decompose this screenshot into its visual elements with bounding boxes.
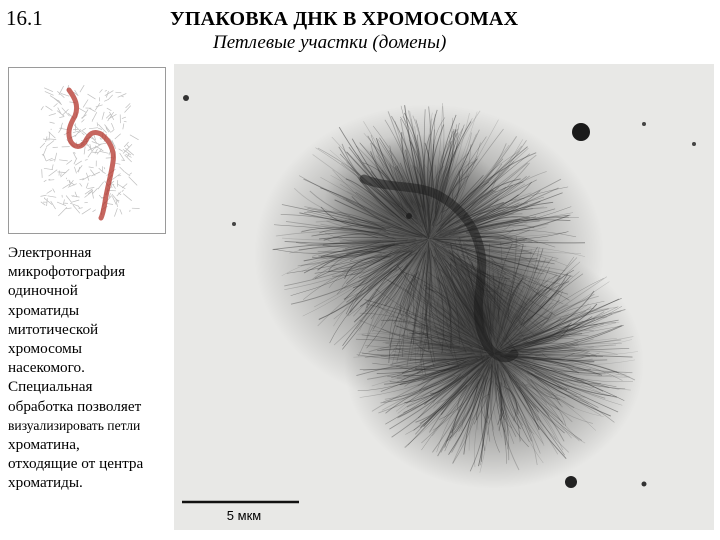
chromosome-model-image <box>9 68 165 233</box>
fibre-segment <box>47 139 56 140</box>
caption-line: Электронная <box>8 244 92 261</box>
fibre-segment <box>105 91 114 96</box>
fibre-segment <box>74 125 80 132</box>
fibre-segment <box>104 100 108 102</box>
chromosome-model-thumbnail <box>8 67 166 234</box>
fibre-segment <box>74 158 77 164</box>
fibre-segment <box>85 192 93 198</box>
fibre-segment <box>52 164 53 169</box>
fibre-segment <box>44 88 53 92</box>
fibre-segment <box>100 89 103 92</box>
fibre-segment <box>116 200 118 207</box>
fibre-segment <box>112 196 116 204</box>
fibre-segment <box>122 184 127 188</box>
fibre-segment <box>89 167 94 168</box>
fibre-segment <box>45 91 54 95</box>
fibre-segment <box>53 189 55 193</box>
fibre-segment <box>100 138 101 140</box>
fibre-segment <box>82 133 85 136</box>
caption-line: митотической <box>8 320 99 338</box>
fibre-segment <box>88 94 96 99</box>
fibre-segment <box>59 160 68 161</box>
fibre-segment <box>81 120 84 123</box>
fibre-segment <box>92 152 98 153</box>
fibre-segment <box>70 203 78 206</box>
fibre-segment <box>44 180 47 182</box>
fibre-segment <box>115 92 121 93</box>
fibre-segment <box>122 96 124 97</box>
fibre-segment <box>114 208 117 216</box>
fibre-segment <box>92 190 94 199</box>
fibre-segment <box>57 111 64 117</box>
fibre-segment <box>54 98 62 105</box>
slide-subtitle: Петлевые участки (домены) <box>213 32 447 53</box>
fibre-segment <box>130 135 139 140</box>
fibre-segment <box>108 95 113 100</box>
figure-caption <box>8 243 178 493</box>
fibre-segment <box>54 103 58 107</box>
fibre-segment <box>107 204 113 205</box>
fibre-segment <box>46 106 53 111</box>
fibre-segment <box>48 196 57 198</box>
fibre-segment <box>93 210 96 212</box>
fibre-segment <box>67 180 68 181</box>
fibre-segment <box>43 147 47 156</box>
fibre-segment <box>58 207 67 216</box>
caption-line: микрофотография <box>8 263 126 281</box>
fibre-segment <box>43 139 48 140</box>
fibre-segment <box>84 147 85 155</box>
chromatid-micrograph-image <box>174 64 714 530</box>
fibre-segment <box>75 161 82 165</box>
caption-line: хроматиды. <box>8 474 83 492</box>
fibre-segment <box>61 173 62 176</box>
fibre-segment <box>46 141 54 147</box>
fibre-segment <box>111 123 113 129</box>
fibre-segment <box>95 149 98 154</box>
fibre-segment <box>82 175 90 180</box>
fibre-segment <box>42 169 43 178</box>
fibre-segment <box>123 124 124 130</box>
slide-title: УПАКОВКА ДНК В ХРОМОСОМАХ <box>170 8 519 30</box>
fibre-segment <box>57 202 66 206</box>
fibre-segment <box>47 190 52 193</box>
fibre-segment <box>89 128 98 129</box>
fibre-segment <box>90 170 95 176</box>
fibre-segment <box>79 108 86 112</box>
fibre-segment <box>124 121 127 122</box>
caption-line: визуализировать петли <box>8 417 141 433</box>
fibre-segment <box>49 114 56 116</box>
fibre-segment <box>122 190 124 192</box>
caption-line: насекомого. <box>8 359 85 377</box>
fibre-segment <box>88 147 96 151</box>
fibre-segment <box>72 200 79 202</box>
fibre-segment <box>77 165 82 171</box>
fibre-segment <box>66 178 67 179</box>
fibre-segment <box>50 122 55 123</box>
fibre-segment <box>129 173 131 175</box>
fibre-segment <box>66 196 72 203</box>
fibre-segment <box>125 172 130 176</box>
fibre-segment <box>44 155 46 161</box>
caption-line: Специальная <box>8 378 93 396</box>
fibre-segment <box>73 131 78 133</box>
scale-bar-label: 5 мкм <box>226 508 262 523</box>
fibre-segment <box>94 144 101 149</box>
fibre-segment <box>58 172 67 173</box>
fibre-segment <box>100 151 109 153</box>
fibre-segment <box>47 198 48 206</box>
fibre-segment <box>129 177 138 186</box>
caption-line: отходящие от центра <box>8 455 144 473</box>
fibre-segment <box>80 85 84 92</box>
caption-line: обработка позволяет <box>8 397 142 415</box>
fibre-segment <box>119 149 123 152</box>
fibre-segment <box>112 174 120 180</box>
fibre-segment <box>97 122 98 126</box>
electron-micrograph <box>174 64 714 530</box>
fibre-segment <box>92 188 97 194</box>
caption-line: хромосомы <box>8 340 82 358</box>
fibre-segment <box>107 108 112 111</box>
fibre-segment <box>99 195 102 199</box>
fibre-segment <box>105 90 107 91</box>
fibre-segment <box>63 199 64 204</box>
fibre-segment <box>55 153 57 162</box>
fibre-segment <box>127 145 129 148</box>
fibre-segment <box>113 185 116 189</box>
fibre-segment <box>115 134 121 139</box>
fibre-segment <box>73 205 80 213</box>
fibre-segment <box>86 183 88 188</box>
fibre-segment <box>44 168 53 169</box>
fibre-segment <box>75 152 76 154</box>
fibre-segment <box>66 208 72 209</box>
fibre-segment <box>98 182 104 189</box>
fibre-segment <box>41 106 44 110</box>
fibre-segment <box>89 108 96 112</box>
fibre-segment <box>59 117 64 118</box>
fibre-segment <box>61 169 70 177</box>
caption-line: хроматина, <box>8 436 80 454</box>
fibre-segment <box>125 106 131 113</box>
fibre-segment <box>98 128 102 129</box>
chromatin-fibre-network <box>40 85 140 217</box>
caption-line: одиночной <box>8 282 78 300</box>
caption-line: хроматиды <box>8 301 80 319</box>
fibre-segment <box>82 208 91 214</box>
fibre-segment <box>80 183 82 186</box>
fibre-segment <box>74 167 76 174</box>
fibre-segment <box>98 143 106 144</box>
fibre-segment <box>120 209 122 214</box>
fibre-segment <box>85 160 88 161</box>
fibre-segment <box>87 187 94 188</box>
fibre-segment <box>102 112 104 120</box>
slide-number: 16.1 <box>6 6 43 30</box>
fibre-segment <box>96 105 103 107</box>
fibre-segment <box>120 153 125 160</box>
fibre-segment <box>49 170 58 176</box>
fibre-segment <box>104 167 105 169</box>
fibre-segment <box>122 117 126 119</box>
fibre-segment <box>40 143 45 148</box>
fibre-segment <box>93 112 97 120</box>
fibre-segment <box>50 159 55 161</box>
fibre-segment <box>111 129 114 132</box>
fibre-segment <box>123 194 132 201</box>
fibre-segment <box>49 180 54 181</box>
fibre-segment <box>51 201 56 209</box>
fibre-segment <box>120 167 125 172</box>
fibre-segment <box>41 195 47 196</box>
fibre-segment <box>83 100 88 108</box>
fibre-segment <box>115 163 120 164</box>
